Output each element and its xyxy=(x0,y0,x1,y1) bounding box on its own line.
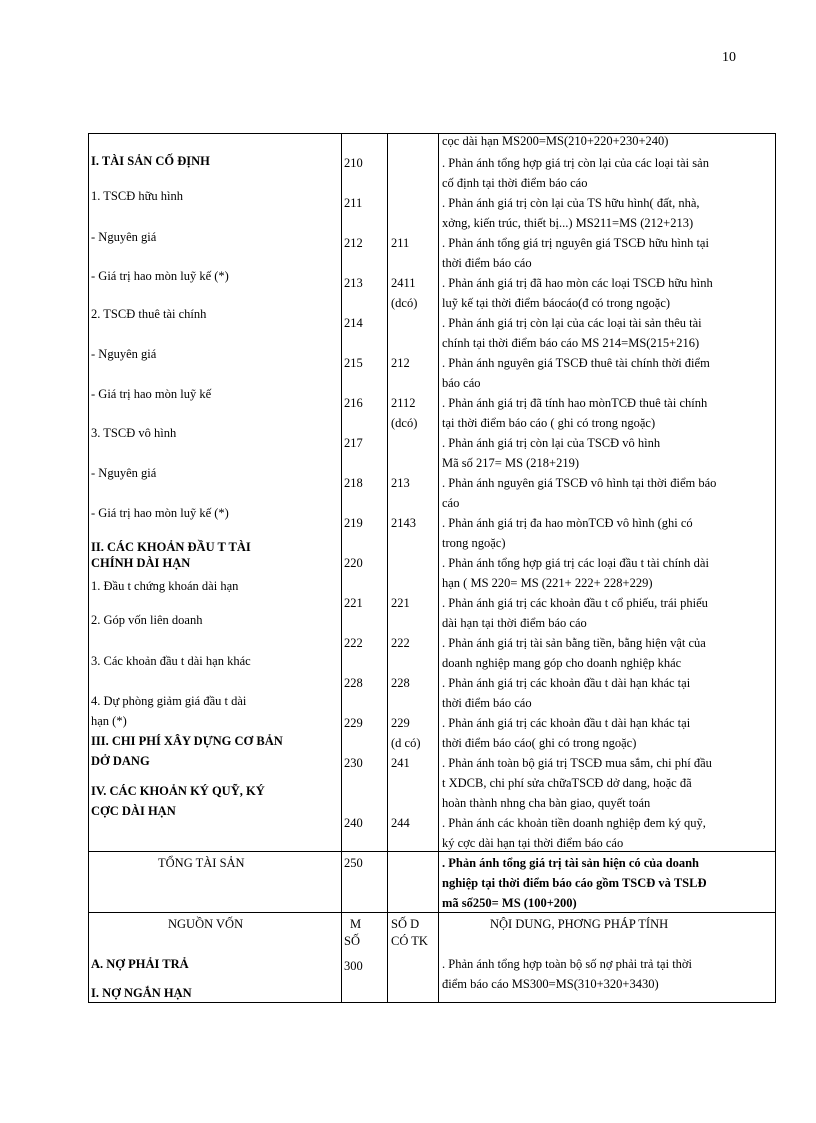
description-line: Mã số 217= MS (218+219) xyxy=(442,456,580,470)
asset-item-label: - Nguyên giá xyxy=(91,347,157,361)
total-assets-description xyxy=(442,853,768,913)
item-code: 210 xyxy=(344,156,363,170)
item-description xyxy=(442,713,768,753)
asset-item-label: CHÍNH DÀI HẠN xyxy=(91,556,191,570)
item-description xyxy=(442,673,768,713)
description-line: cố định tại thời điểm báo cáo xyxy=(442,176,588,190)
asset-item-label: I. TÀI SẢN CỐ ĐỊNH xyxy=(91,154,210,168)
description-line: dài hạn tại thời điểm báo cáo xyxy=(442,616,587,630)
description-line: . Phản ánh giá trị còn lại của TSCĐ vô hình xyxy=(442,436,661,450)
short-term-liabilities-heading: I. NỢ NGẮN HẠN xyxy=(91,986,192,1000)
asset-item-label: 2. Góp vốn liên doanh xyxy=(91,613,203,627)
header-content-method: NỘI DUNG, PHƠNG PHÁP TÍNH xyxy=(490,917,669,931)
item-code: 212 xyxy=(344,236,363,250)
account-number: 213 xyxy=(391,476,410,490)
column-divider-2 xyxy=(387,133,388,1003)
asset-item-label: - Giá trị hao mòn luỹ kế (*) xyxy=(91,269,229,283)
asset-item-label: 1. TSCĐ hữu hình xyxy=(91,189,183,203)
asset-item-label: hạn (*) xyxy=(91,714,127,728)
description-line: xởng, kiến trúc, thiết bị...) MS211=MS (212+213) xyxy=(442,216,694,230)
description-line: . Phản ánh các khoản tiền doanh nghiệp đem ký quỹ, xyxy=(442,816,706,830)
header-ma-so-a: M xyxy=(350,917,362,931)
description-line: . Phản ánh giá trị các khoản đầu t cổ phiếu, trái phiếu xyxy=(442,596,708,610)
description-line: cáo xyxy=(442,496,460,510)
table-border-right xyxy=(775,133,776,1003)
item-description xyxy=(442,473,768,513)
account-number: 211 xyxy=(391,236,410,250)
description-line: tại thời điểm báo cáo ( ghi có trong ngoặc) xyxy=(442,416,656,430)
account-number: (dcó) xyxy=(391,296,418,310)
account-number: 212 xyxy=(391,356,410,370)
asset-item-label: II. CÁC KHOẢN ĐẦU T TÀI xyxy=(91,540,251,554)
description-line: luỹ kế tại thời điểm báocáo(đ có trong ngoặc) xyxy=(442,296,671,310)
description-line: . Phản ánh giá trị còn lại của các loại tài sản thêu tài xyxy=(442,316,702,330)
account-number: 228 xyxy=(391,676,410,690)
balance-sheet-table xyxy=(88,133,776,1003)
description-line: . Phản ánh giá trị tài sản bằng tiền, bằng hiện vật của xyxy=(442,636,706,650)
asset-item-label: 4. Dự phòng giảm giá đầu t dài xyxy=(91,694,247,708)
item-code: 230 xyxy=(344,756,363,770)
asset-item-label: - Nguyên giá xyxy=(91,466,157,480)
item-description xyxy=(442,553,768,593)
asset-item-label: DỞ DANG xyxy=(91,754,150,768)
header-nguon-von: NGUỒN VỐN xyxy=(168,917,244,931)
header-ma-so-b: SỐ xyxy=(344,934,360,948)
item-description xyxy=(442,273,768,313)
description-line: . Phản ánh giá trị các khoản đầu t dài hạn khác tại xyxy=(442,676,691,690)
item-description xyxy=(442,433,768,473)
description-line: chính tại thời điểm báo cáo MS 214=MS(215+216) xyxy=(442,336,700,350)
item-description xyxy=(442,513,768,553)
item-code: 215 xyxy=(344,356,363,370)
item-code: 217 xyxy=(344,436,363,450)
total-desc-line: . Phản ánh tổng giá trị tài sản hiện có của doanh xyxy=(442,856,699,870)
description-line: . Phản ánh giá trị đa hao mònTCĐ vô hình (ghi có xyxy=(442,516,693,530)
header-so-du-a: SỐ D xyxy=(391,917,420,931)
description-line: hoàn thành nhng cha bàn giao, quyết toán xyxy=(442,796,651,810)
item-description xyxy=(442,753,768,813)
table-border-top xyxy=(88,133,776,134)
column-divider-1 xyxy=(341,133,342,1003)
item-description xyxy=(442,633,768,673)
account-number: 2112 xyxy=(391,396,416,410)
account-number: (d có) xyxy=(391,736,421,750)
description-line: . Phản ánh tổng hợp giá trị các loại đầu t tài chính dài xyxy=(442,556,709,570)
liab-desc-line: . Phản ánh tổng hợp toàn bộ số nợ phải trả tại thời xyxy=(442,957,693,971)
account-number: 229 xyxy=(391,716,410,730)
item-description xyxy=(442,153,768,193)
page-number: 10 xyxy=(722,50,736,65)
item-code: 221 xyxy=(344,596,363,610)
description-line: doanh nghiệp mang góp cho doanh nghiệp khác xyxy=(442,656,682,670)
description-line: ký cợc dài hạn tại thời điểm báo cáo xyxy=(442,836,624,850)
account-number: (dcó) xyxy=(391,416,418,430)
description-line: . Phản ánh giá trị đã hao mòn các loại TSCĐ hữu hình xyxy=(442,276,713,290)
asset-item-label: III. CHI PHÍ XÂY DỰNG CƠ BẢN xyxy=(91,734,283,748)
item-code: 213 xyxy=(344,276,363,290)
description-line: thời điểm báo cáo xyxy=(442,696,532,710)
total-assets-label: TỔNG TÀI SẢN xyxy=(158,856,245,870)
item-code: 240 xyxy=(344,816,363,830)
description-line: . Phản ánh nguyên giá TSCĐ thuê tài chính thời điểm xyxy=(442,356,710,370)
item-code: 220 xyxy=(344,556,363,570)
total-assets-code: 250 xyxy=(344,856,363,870)
column-divider-3 xyxy=(438,133,439,1003)
description-line: thời điểm báo cáo( ghi có trong ngoặc) xyxy=(442,736,637,750)
asset-item-label: 3. Các khoản đầu t dài hạn khác xyxy=(91,654,251,668)
liab-desc-line: điểm báo cáo MS300=MS(310+320+3430) xyxy=(442,977,659,991)
item-code: 229 xyxy=(344,716,363,730)
asset-item-label: 1. Đầu t chứng khoán dài hạn xyxy=(91,579,239,593)
description-line: . Phản ánh nguyên giá TSCĐ vô hình tại thời điểm báo xyxy=(442,476,717,490)
total-desc-line: nghiệp tại thời điểm báo cáo gồm TSCĐ và TSLĐ xyxy=(442,876,707,890)
description-line: . Phản ánh toàn bộ giá trị TSCĐ mua sắm, chi phí đầu xyxy=(442,756,712,770)
item-code: 214 xyxy=(344,316,363,330)
asset-item-label: - Giá trị hao mòn luỹ kế (*) xyxy=(91,506,229,520)
asset-item-label: - Giá trị hao mòn luỹ kế xyxy=(91,387,212,401)
item-code: 216 xyxy=(344,396,363,410)
liabilities-code: 300 xyxy=(344,959,363,973)
top-continuation-text: cọc dài hạn MS200=MS(210+220+230+240) xyxy=(442,134,669,148)
item-description xyxy=(442,593,768,633)
item-description xyxy=(442,233,768,273)
account-number: 241 xyxy=(391,756,410,770)
account-number: 222 xyxy=(391,636,410,650)
description-line: báo cáo xyxy=(442,376,481,390)
item-code: 222 xyxy=(344,636,363,650)
item-code: 219 xyxy=(344,516,363,530)
account-number: 2143 xyxy=(391,516,416,530)
description-line: . Phản ánh giá trị các khoản đầu t dài hạn khác tại xyxy=(442,716,691,730)
item-code: 211 xyxy=(344,196,363,210)
liabilities-description xyxy=(442,954,768,994)
total-desc-line: mã số250= MS (100+200) xyxy=(442,896,577,910)
item-code: 218 xyxy=(344,476,363,490)
item-description xyxy=(442,813,768,853)
description-line: . Phản ánh tổng hợp giá trị còn lại của các loại tài sản xyxy=(442,156,709,170)
account-number: 244 xyxy=(391,816,410,830)
asset-item-label: IV. CÁC KHOẢN KÝ QUỸ, KÝ xyxy=(91,784,265,798)
header-so-du-b: CÓ TK xyxy=(391,934,428,948)
table-border-left xyxy=(88,133,89,1003)
liabilities-heading: A. NỢ PHẢI TRẢ xyxy=(91,957,189,971)
item-description xyxy=(442,353,768,393)
asset-item-label: CỢC DÀI HẠN xyxy=(91,804,176,818)
item-description xyxy=(442,393,768,433)
description-line: hạn ( MS 220= MS (221+ 222+ 228+229) xyxy=(442,576,653,590)
description-line: t XDCB, chi phí sửa chữaTSCĐ dở dang, hoặc đã xyxy=(442,776,692,790)
description-line: . Phản ánh tổng giá trị nguyên giá TSCĐ hữu hình tại xyxy=(442,236,709,250)
asset-item-label: - Nguyên giá xyxy=(91,230,157,244)
description-line: trong ngoặc) xyxy=(442,536,506,550)
asset-item-label: 3. TSCĐ vô hình xyxy=(91,426,177,440)
account-number: 221 xyxy=(391,596,410,610)
description-line: thời điểm báo cáo xyxy=(442,256,532,270)
item-code: 228 xyxy=(344,676,363,690)
asset-item-label: 2. TSCĐ thuê tài chính xyxy=(91,307,207,321)
description-line: . Phản ánh giá trị còn lại của TS hữu hình( đất, nhà, xyxy=(442,196,700,210)
item-description xyxy=(442,193,768,233)
item-description xyxy=(442,313,768,353)
account-number: 2411 xyxy=(391,276,416,290)
description-line: . Phản ánh giá trị đã tính hao mònTCĐ thuê tài chính xyxy=(442,396,708,410)
